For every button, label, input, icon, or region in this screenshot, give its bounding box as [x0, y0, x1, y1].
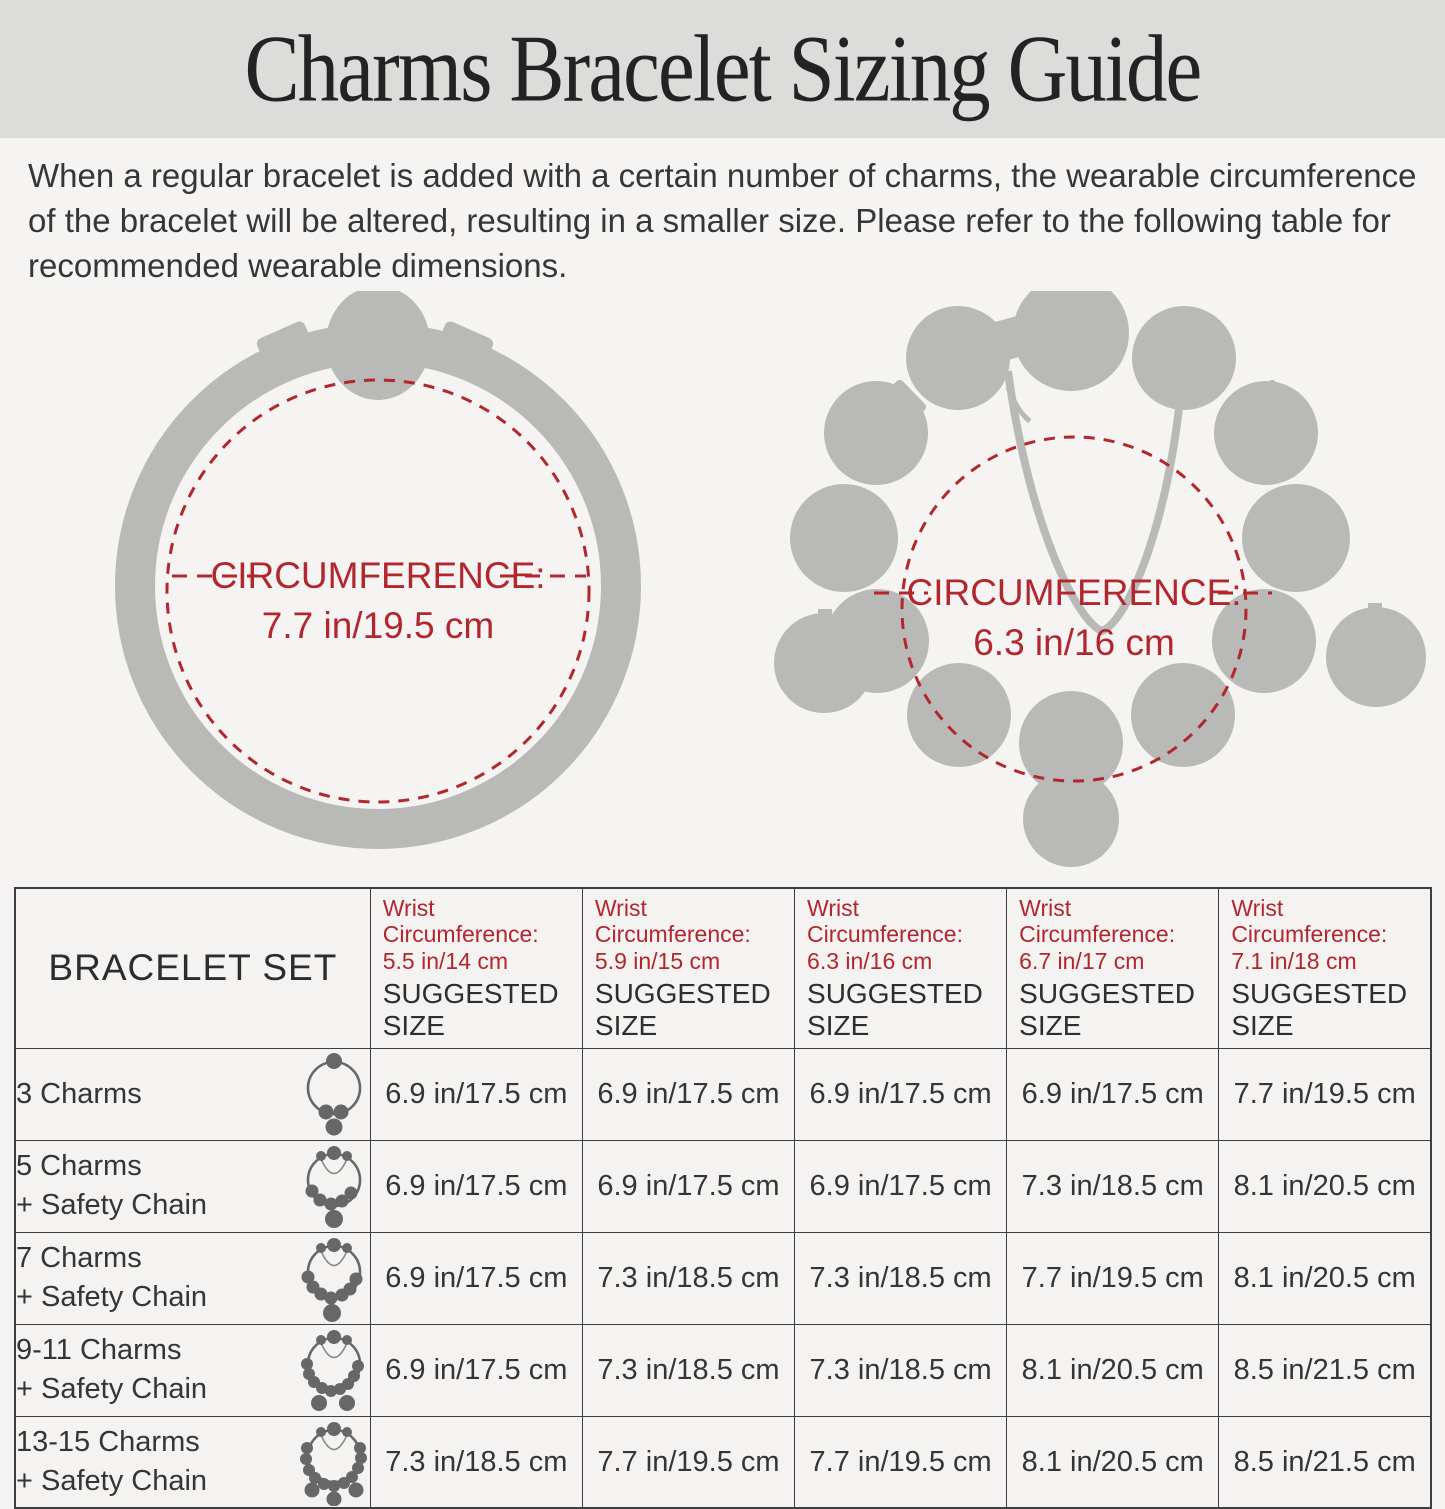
- bracelet-9-11-charms-icon: [298, 1326, 370, 1414]
- size-cell: 6.9 in/17.5 cm: [795, 1048, 1007, 1140]
- size-cell: 7.3 in/18.5 cm: [582, 1324, 794, 1416]
- table-header-row: [15, 888, 1431, 1049]
- plain-bracelet-diagram: [68, 291, 678, 876]
- size-cell: 8.1 in/20.5 cm: [1219, 1232, 1431, 1324]
- size-cell: 6.9 in/17.5 cm: [370, 1140, 582, 1232]
- charm-circumference-label: CIRCUMFERENCE:: [906, 571, 1242, 613]
- size-cell: 7.7 in/19.5 cm: [582, 1416, 794, 1508]
- table-row: [15, 1232, 1431, 1324]
- size-cell: 6.9 in/17.5 cm: [370, 1232, 582, 1324]
- intro-text: When a regular bracelet is added with a certain number of charms, the wearable circumference of the bracelet will be altered, resulting in a smaller size. Please refer to the following table for recommended wearable dimensions.: [28, 157, 1417, 284]
- size-cell: 8.1 in/20.5 cm: [1219, 1140, 1431, 1232]
- table-row: [15, 1416, 1431, 1508]
- set-cell-7-charms: 7 Charms + Safety Chain: [15, 1232, 370, 1324]
- size-cell: 8.5 in/21.5 cm: [1219, 1324, 1431, 1416]
- set-cell-13-15-charms: 13-15 Charms + Safety Chain: [15, 1416, 370, 1508]
- header-band: [0, 0, 1445, 138]
- size-cell: 7.7 in/19.5 cm: [1007, 1232, 1219, 1324]
- column-header-1: Wrist Circumference: 5.5 in/14 cm SUGGESTED SIZE: [370, 888, 582, 1049]
- bracelet-7-charms-icon: [298, 1234, 370, 1322]
- column-header-5: Wrist Circumference: 7.1 in/18 cm SUGGESTED SIZE: [1219, 888, 1431, 1049]
- table-row: [15, 1140, 1431, 1232]
- sizing-table: [14, 887, 1432, 1509]
- size-cell: 7.3 in/18.5 cm: [1007, 1140, 1219, 1232]
- plain-circumference-value: 7.7 in/19.5 cm: [261, 604, 495, 646]
- charm-bracelet-icon: [756, 291, 1445, 871]
- bracelet-13-15-charms-icon: [298, 1418, 370, 1506]
- size-cell: 7.7 in/19.5 cm: [1219, 1048, 1431, 1140]
- size-cell: 7.3 in/18.5 cm: [370, 1416, 582, 1508]
- column-header-4: Wrist Circumference: 6.7 in/17 cm SUGGESTED SIZE: [1007, 888, 1219, 1049]
- plain-bracelet-icon: [68, 291, 678, 871]
- column-header-2: Wrist Circumference: 5.9 in/15 cm SUGGESTED SIZE: [582, 888, 794, 1049]
- size-cell: 7.3 in/18.5 cm: [795, 1232, 1007, 1324]
- size-cell: 6.9 in/17.5 cm: [582, 1140, 794, 1232]
- size-cell: 8.1 in/20.5 cm: [1007, 1324, 1219, 1416]
- page-title: Charms Bracelet Sizing Guide: [244, 16, 1201, 122]
- plain-circumference-label: CIRCUMFERENCE:: [210, 554, 546, 596]
- diagrams-section: [0, 291, 1445, 871]
- size-cell: 6.9 in/17.5 cm: [370, 1324, 582, 1416]
- size-cell: 6.9 in/17.5 cm: [1007, 1048, 1219, 1140]
- table-row: [15, 1048, 1431, 1140]
- table-row: [15, 1324, 1431, 1416]
- size-cell: 7.7 in/19.5 cm: [795, 1416, 1007, 1508]
- charm-bracelet-diagram: [756, 291, 1445, 876]
- bracelet-5-charms-icon: [298, 1142, 370, 1230]
- charm-circumference-value: 6.3 in/16 cm: [973, 621, 1175, 663]
- bracelet-3-charms-icon: [298, 1050, 370, 1138]
- set-cell-9-11-charms: 9-11 Charms + Safety Chain: [15, 1324, 370, 1416]
- bracelet-set-header: BRACELET SET: [15, 888, 370, 1049]
- set-cell-5-charms: 5 Charms + Safety Chain: [15, 1140, 370, 1232]
- size-cell: 6.9 in/17.5 cm: [370, 1048, 582, 1140]
- size-cell: 7.3 in/18.5 cm: [582, 1232, 794, 1324]
- size-cell: 8.1 in/20.5 cm: [1007, 1416, 1219, 1508]
- size-cell: 7.3 in/18.5 cm: [795, 1324, 1007, 1416]
- size-cell: 6.9 in/17.5 cm: [795, 1140, 1007, 1232]
- size-cell: 6.9 in/17.5 cm: [582, 1048, 794, 1140]
- size-cell: 8.5 in/21.5 cm: [1219, 1416, 1431, 1508]
- set-cell-3-charms: 3 Charms: [15, 1048, 370, 1140]
- column-header-3: Wrist Circumference: 6.3 in/16 cm SUGGESTED SIZE: [795, 888, 1007, 1049]
